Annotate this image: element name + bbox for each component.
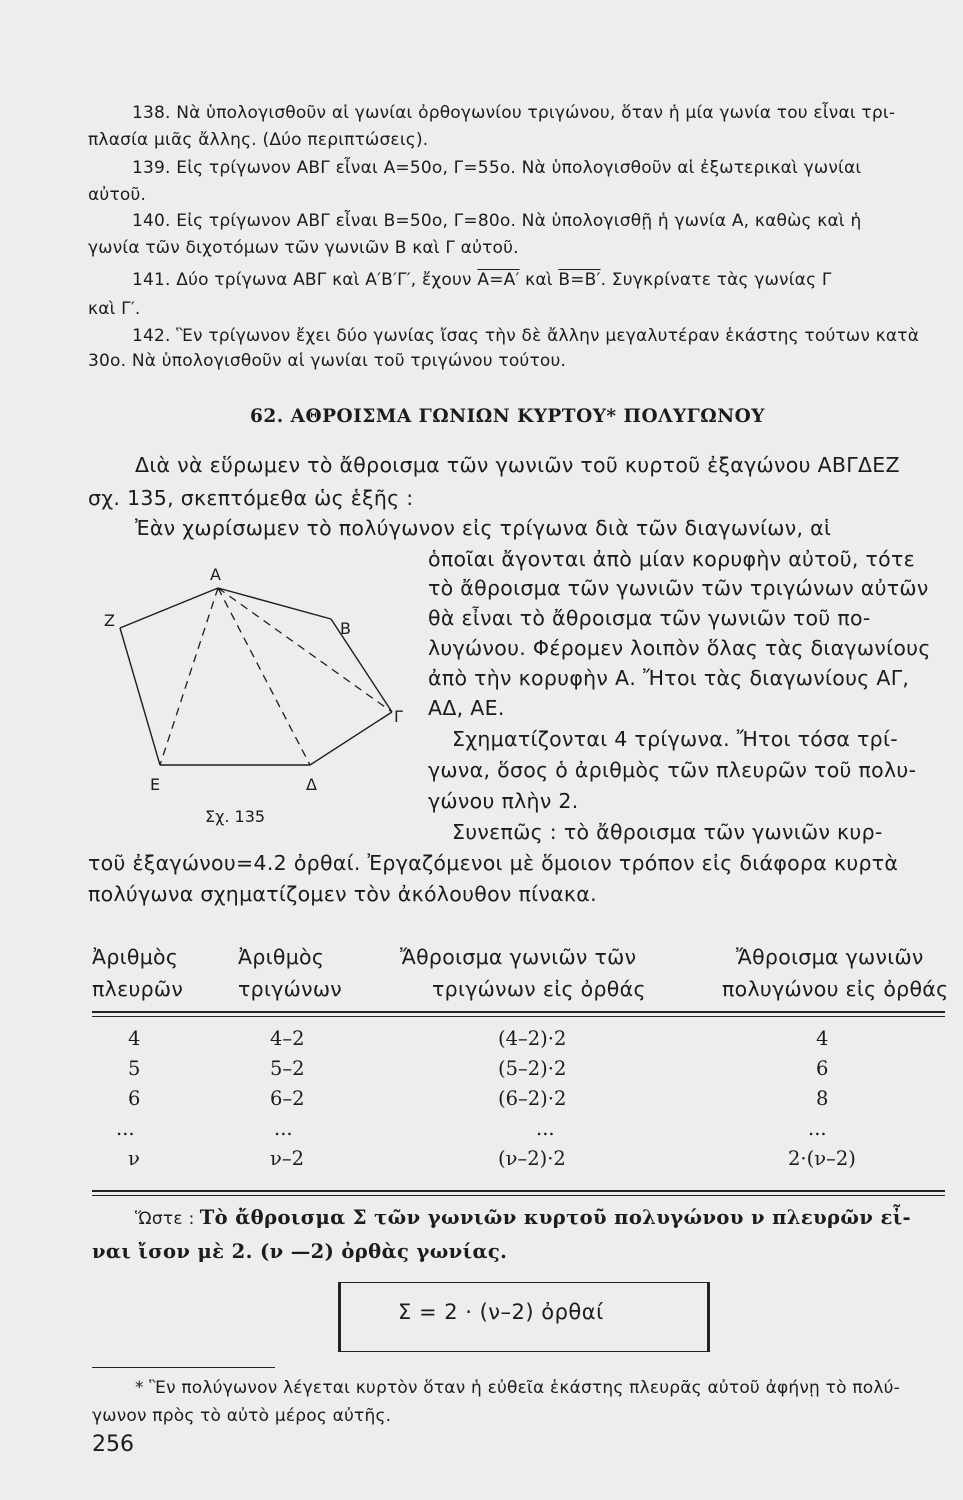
table-header-sides-line2: πλευρῶν	[92, 977, 184, 1001]
hexagon-figure	[95, 555, 425, 835]
cell-triangles: ...	[274, 1117, 293, 1140]
cell-triangles: ν–2	[270, 1147, 305, 1170]
body-line-14: τοῦ ἐξαγώνου=4.2 ὀρθαί. Ἐργαζόμενοι μὲ ὅμοιον τρόπον εἰς διάφορα κυρτὰ	[88, 851, 899, 875]
exercise-139-line2: αὐτοῦ.	[88, 185, 147, 205]
exercise-142-line1: 142. Ἓν τρίγωνον ἔχει δύο γωνίας ἴσας τὴν δὲ ἄλλην μεγαλυτέραν ἑκάστης τούτων κατὰ	[132, 326, 920, 346]
cell-sum-triangles: (4–2)·2	[498, 1027, 567, 1050]
table-header-triangles-line1: Ἀριθμὸς	[238, 945, 325, 969]
cell-sum-polygon: 6	[816, 1057, 829, 1080]
cell-sum-polygon: 8	[816, 1087, 829, 1110]
figure-caption: Σχ. 135	[205, 807, 266, 826]
body-line-13: Συνεπῶς : τὸ ἄθροισμα τῶν γωνιῶν κυρ-	[452, 820, 883, 844]
table-rule-bottom	[92, 1190, 945, 1192]
table-header-sum-polygon-line2: πολυγώνου εἰς ὀρθάς	[722, 977, 949, 1001]
exercise-142-line2: 30ο. Νὰ ὑπολογισθοῦν αἱ γωνίαι τοῦ τριγώνου τούτου.	[88, 351, 567, 371]
vertex-label-d: Δ	[306, 775, 317, 794]
exercise-138-line2: πλασία μιᾶς ἄλλης. (Δύο περιπτώσεις).	[88, 130, 429, 150]
table-header-sum-triangles-line2: τριγώνων εἰς ὀρθάς	[432, 977, 646, 1001]
cell-sum-polygon: 2·(ν–2)	[788, 1147, 856, 1170]
exercise-140-line1: 140. Εἰς τρίγωνον ΑΒΓ εἶναι Β=50ο, Γ=80ο. Νὰ ὑπολογισθῇ ἡ γωνία Α, καθὼς καὶ ἡ	[132, 211, 862, 231]
cell-triangles: 6–2	[270, 1087, 305, 1110]
footnote-line2: γωνον πρὸς τὸ αὐτὸ μέρος αὐτῆς.	[92, 1406, 392, 1426]
exercise-141-text-b: . Συγκρίνατε τὰς γωνίας Γ	[600, 270, 832, 290]
table-rule-bottom-2	[92, 1195, 945, 1196]
body-line-15: πολύγωνα σχηματίζομεν τὸν ἀκόλουθον πίνακα.	[88, 882, 597, 906]
cell-sum-triangles: (ν–2)·2	[498, 1147, 566, 1170]
exercise-139-line1: 139. Εἰς τρίγωνον ΑΒΓ εἶναι Α=50ο, Γ=55ο. Νὰ ὑπολογισθοῦν αἱ ἐξωτερικαὶ γωνίαι	[132, 158, 862, 178]
conclusion-statement-1: Τὸ ἄθροισμα Σ τῶν γωνιῶν κυρτοῦ πολυγώνου ν πλευρῶν εἶ-	[199, 1206, 912, 1229]
table-rule-top	[92, 1011, 945, 1013]
vertex-label-b: Β	[340, 619, 351, 638]
cell-triangles: 5–2	[270, 1057, 305, 1080]
body-line-6: θὰ εἶναι τὸ ἄθροισμα τῶν γωνιῶν τοῦ πο-	[428, 606, 871, 630]
section-title: 62. ΑΘΡΟΙΣΜΑ ΓΩΝΙΩΝ ΚΥΡΤΟΥ* ΠΟΛΥΓΩΝΟΥ	[250, 406, 765, 427]
formula: Σ = 2 · (ν–2) ὀρθαί	[398, 1300, 604, 1324]
diagonals	[160, 588, 392, 765]
body-line-10: Σχηματίζονται 4 τρίγωνα. Ἤτοι τόσα τρί-	[452, 727, 898, 751]
page-number: 256	[92, 1432, 134, 1457]
body-line-4: ὁποῖαι ἄγονται ἀπὸ μίαν κορυφὴν αὐτοῦ, τότε	[428, 547, 915, 571]
exercise-141-text-mid: καὶ	[519, 270, 559, 290]
exercise-141-line1	[132, 270, 832, 290]
cell-sum-polygon: 4	[816, 1027, 829, 1050]
cell-sum-triangles: ...	[536, 1117, 555, 1140]
cell-sum-triangles: (5–2)·2	[498, 1057, 567, 1080]
cell-sides: 4	[128, 1027, 141, 1050]
vertex-label-z: Ζ	[104, 611, 115, 630]
body-line-3: Ἐὰν χωρίσωμεν τὸ πολύγωνον εἰς τρίγωνα διὰ τῶν διαγωνίων, αἱ	[135, 516, 832, 540]
exercise-141-angle-b: Β=Β′	[558, 270, 601, 290]
body-line-7: λυγώνου. Φέρομεν λοιπὸν ὅλας τὰς διαγωνίους	[428, 636, 931, 660]
footnote-rule	[92, 1367, 275, 1368]
table-header-sides-line1: Ἀριθμὸς	[92, 945, 179, 969]
table-header-sum-triangles-line1: Ἄθροισμα γωνιῶν τῶν	[400, 945, 637, 969]
cell-sides: 5	[128, 1057, 141, 1080]
table-header-sum-polygon-line1: Ἄθροισμα γωνιῶν	[736, 945, 924, 969]
cell-sides: ...	[116, 1117, 135, 1140]
conclusion-prefix: Ὥστε :	[135, 1209, 195, 1229]
cell-sum-polygon: ...	[808, 1117, 827, 1140]
table-header-triangles-line2: τριγώνων	[238, 977, 343, 1001]
table-rule-top-2	[92, 1016, 945, 1017]
exercise-141-line2: καὶ Γ′.	[88, 299, 141, 319]
exercise-141-text-a: 141. Δύο τρίγωνα ΑΒΓ καὶ Α′Β′Γ′, ἔχουν	[132, 270, 478, 290]
cell-sides: 6	[128, 1087, 141, 1110]
body-line-2: σχ. 135, σκεπτόμεθα ὡς ἑξῆς :	[88, 486, 414, 510]
exercise-141-angle-a: Α=Α′	[477, 270, 520, 290]
cell-sides: ν	[128, 1147, 140, 1170]
vertex-label-a: Α	[210, 565, 221, 584]
body-line-5: τὸ ἄθροισμα τῶν γωνιῶν τῶν τριγώνων αὐτῶν	[428, 576, 929, 600]
exercise-140-line2: γωνία τῶν διχοτόμων τῶν γωνιῶν Β καὶ Γ αὐτοῦ.	[88, 238, 519, 258]
exercise-138-line1: 138. Νὰ ὑπολογισθοῦν αἱ γωνίαι ὀρθογωνίου τριγώνου, ὅταν ἡ μία γωνία του εἶναι τρι-	[132, 103, 896, 123]
vertex-label-g: Γ	[394, 707, 403, 726]
vertex-label-e: Ε	[150, 775, 161, 794]
body-line-8: ἀπὸ τὴν κορυφὴν Α. Ἤτοι τὰς διαγωνίους ΑΓ,	[428, 666, 910, 690]
footnote-line1: * Ἓν πολύγωνον λέγεται κυρτὸν ὅταν ἡ εὐθεῖα ἑκάστης πλευρᾶς αὐτοῦ ἀφήνῃ τὸ πολύ-	[135, 1378, 900, 1398]
body-line-11: γωνα, ὅσος ὁ ἀριθμὸς τῶν πλευρῶν τοῦ πολυ-	[428, 758, 917, 782]
conclusion-line1	[135, 1206, 911, 1229]
body-line-1: Διὰ νὰ εὕρωμεν τὸ ἄθροισμα τῶν γωνιῶν τοῦ κυρτοῦ ἐξαγώνου ΑΒΓΔΕΖ	[135, 453, 900, 477]
body-line-12: γώνου πλὴν 2.	[428, 789, 579, 813]
conclusion-statement-2: ναι ἴσον μὲ 2. (ν —2) ὀρθὰς γωνίας.	[92, 1240, 508, 1263]
cell-sum-triangles: (6–2)·2	[498, 1087, 567, 1110]
cell-triangles: 4–2	[270, 1027, 305, 1050]
body-line-9: ΑΔ, ΑΕ.	[428, 696, 505, 720]
